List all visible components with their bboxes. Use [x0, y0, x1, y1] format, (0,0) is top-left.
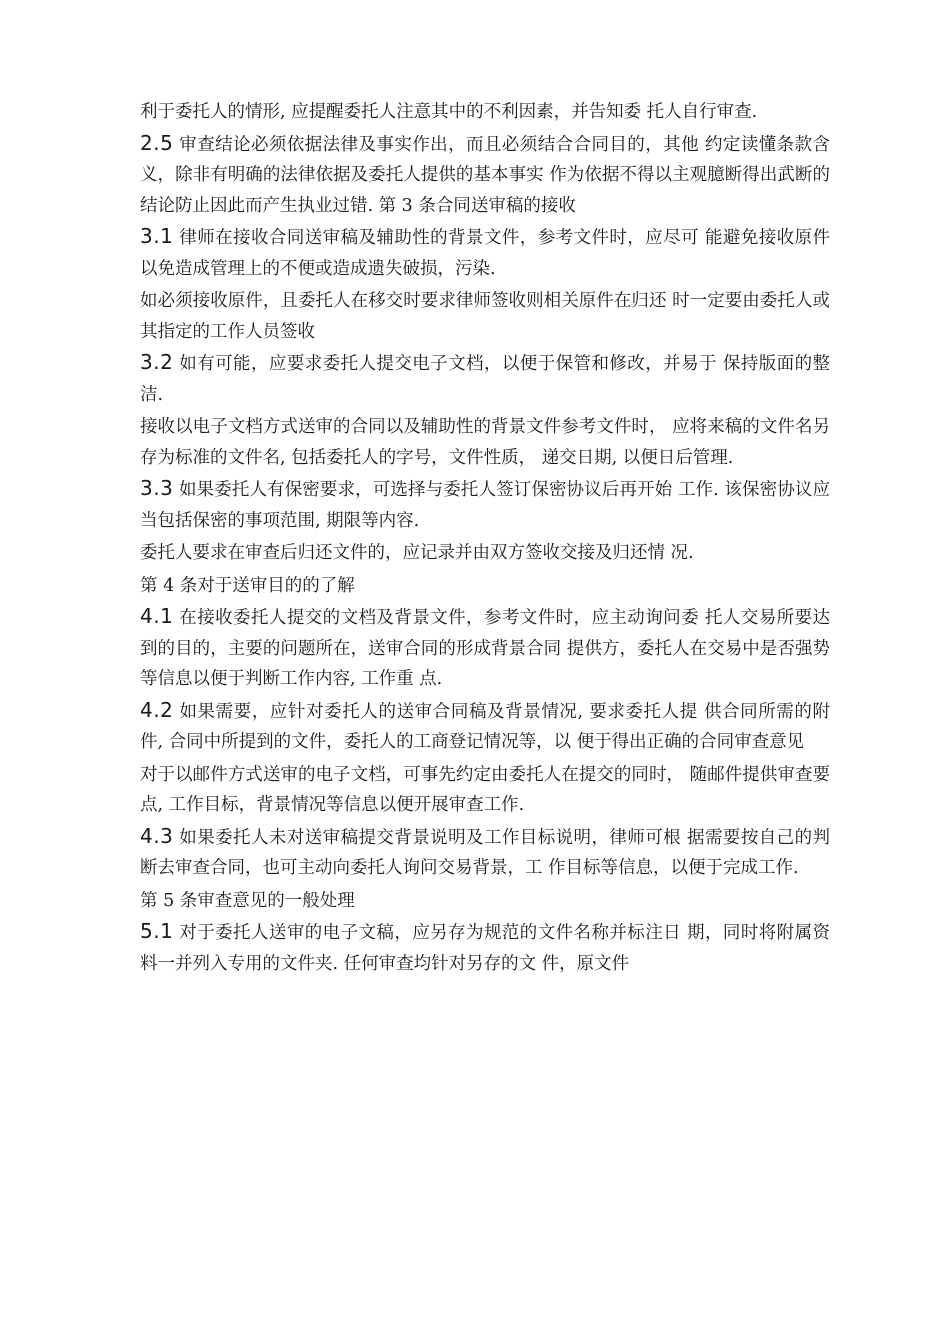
document-page	[140, 95, 830, 979]
paragraph-4-2	[140, 695, 830, 758]
paragraph-text: 第 5 条审查意见的一般处理	[140, 890, 355, 911]
paragraph-5-1	[140, 916, 830, 979]
clause-number: 3.2	[140, 350, 174, 374]
paragraph-3-3	[140, 473, 830, 536]
clause-number: 4.3	[140, 823, 174, 848]
paragraph-1	[140, 95, 830, 128]
paragraph-3-2	[140, 347, 830, 410]
article-4-heading	[140, 569, 830, 602]
clause-number: 5.1	[140, 919, 174, 943]
paragraph-text: 律师在接收合同送审稿及辅助性的背景文件，参考文件时，应尽可 能避免接收原件以免造成管理上的不便或造成遗失破损，污染.	[140, 228, 830, 279]
paragraph-text: 如有可能，应要求委托人提交电子文档，以便于保管和修改，并易于 保持版面的整洁.	[140, 354, 830, 405]
paragraph-text: 在接收委托人提交的文档及背景文件，参考文件时，应主动询问委 托人交易所要达到的目的，主要的问题所在，送审合同的形成背景合同 提供方，委托人在交易中是否强势等信息以便于判断工作内容, 工作重 点.	[140, 608, 830, 689]
paragraph-text: 第 4 条对于送审目的的了解	[140, 575, 355, 596]
paragraph-text: 如果需要，应针对委托人的送审合同稿及背景情况, 要求委托人提 供合同所需的附件, 合同中所提到的文件，委托人的工商登记情况等，以 便于得出正确的合同审查意见	[140, 701, 830, 752]
paragraph-4-2-cont	[140, 758, 830, 821]
clause-number: 2.5	[140, 130, 174, 155]
paragraph-3-2-cont	[140, 410, 830, 473]
paragraph-text: 审查结论必须依据法律及事实作出，而且必须结合合同目的，其他 约定读懂条款含义，除非有明确的法律依据及委托人提供的基本事实 作为依据不得以主观臆断得出武断的结论防止因此而产生执业过错. 第 3 条合同送审稿的接收	[140, 134, 830, 216]
paragraph-2-5	[140, 128, 830, 222]
clause-number: 3.3	[140, 476, 174, 500]
paragraph-3-1	[140, 221, 830, 284]
clause-number: 3.1	[140, 224, 174, 248]
paragraph-text: 利于委托人的情形, 应提醒委托人注意其中的不利因素，并告知委 托人自行审查.	[140, 102, 758, 122]
paragraph-3-1-cont	[140, 284, 830, 347]
paragraph-text: 如必须接收原件，且委托人在移交时要求律师签收则相关原件在归还 时一定要由委托人或其指定的工作人员签收	[140, 291, 830, 342]
paragraph-text: 如果委托人有保密要求，可选择与委托人签订保密协议后再开始 工作. 该保密协议应当包括保密的事项范围, 期限等内容.	[140, 480, 830, 531]
paragraph-4-3	[140, 821, 830, 884]
article-5-heading	[140, 884, 830, 917]
paragraph-text: 对于委托人送审的电子文稿，应另存为规范的文件名称并标注日 期，同时将附属资料一并列入专用的文件夹. 任何审查均针对另存的文 件，原文件	[140, 923, 830, 974]
paragraph-text: 委托人要求在审查后归还文件的，应记录并由双方签收交接及归还情 况.	[140, 543, 694, 563]
clause-number: 4.1	[140, 604, 174, 628]
paragraph-text: 接收以电子文档方式送审的合同以及辅助性的背景文件参考文件时， 应将来稿的文件名另存为标准的文件名, 包括委托人的字号，文件性质， 递交日期, 以便日后管理.	[140, 417, 830, 468]
paragraph-3-3-cont	[140, 536, 830, 569]
paragraph-4-1	[140, 601, 830, 695]
paragraph-text: 如果委托人未对送审稿提交背景说明及工作目标说明，律师可根 据需要按自己的判断去审查合同，也可主动向委托人询问交易背景，工 作目标等信息，以便于完成工作.	[140, 827, 830, 878]
paragraph-text: 对于以邮件方式送审的电子文档，可事先约定由委托人在提交的同时， 随邮件提供审查要点, 工作目标，背景情况等信息以便开展审查工作.	[140, 764, 830, 815]
clause-number: 4.2	[140, 697, 174, 722]
